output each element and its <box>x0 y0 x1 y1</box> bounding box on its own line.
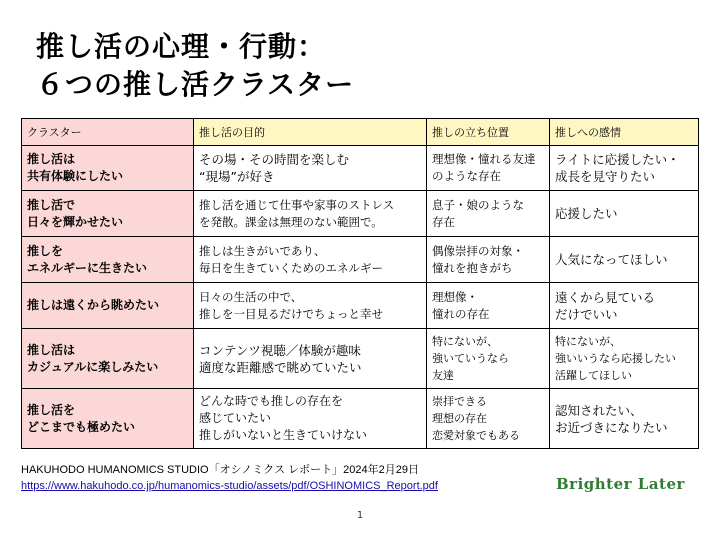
cluster-name <box>22 191 194 237</box>
cluster-position <box>427 191 550 237</box>
cell-line: 存在 <box>432 214 455 229</box>
source-reference: HAKUHODO HUMANOMICS STUDIO「オシノミクス レポート」2024年2月29日 <box>21 464 419 476</box>
cluster-position <box>427 283 550 329</box>
cluster-position <box>427 329 550 389</box>
cluster-purpose <box>194 191 427 237</box>
cluster-name <box>22 146 194 191</box>
cell-line: 偶像崇拝の対象・ <box>432 243 524 258</box>
cell-line: 崇拝できる <box>432 395 487 408</box>
cell-line: カジュアルに楽しみたい <box>27 359 159 374</box>
cell-line: 適度な距離感で眺めていたい <box>199 359 362 375</box>
cluster-feeling <box>550 329 699 389</box>
cell-line: を発散。課金は無理のない範囲で。 <box>199 214 383 229</box>
cluster-purpose <box>194 237 427 283</box>
title-line-2: ６つの推し活クラスター <box>36 68 355 101</box>
source-link[interactable]: https://www.hakuhodo.co.jp/humanomics-studio/assets/pdf/OSHINOMICS_Report.pdf <box>21 480 438 492</box>
cell-line: 友達 <box>432 369 454 382</box>
cell-line: 理想像・ <box>432 289 478 304</box>
cell-line: 強いいうなら応援したい <box>555 352 676 365</box>
table-row <box>22 146 699 191</box>
cell-line: 応援したい <box>555 206 618 221</box>
source-citation <box>21 462 438 494</box>
cluster-feeling <box>550 283 699 329</box>
header-cluster: クラスター <box>22 119 194 146</box>
cell-line: 認知されたい、 <box>555 402 643 418</box>
cell-line: 活躍してほしい <box>555 369 632 382</box>
cell-line: 理想像・憧れる友達 <box>432 152 536 166</box>
cell-line: 推し活は <box>27 342 76 357</box>
cell-line: 推し活を <box>27 402 76 417</box>
table-row <box>22 191 699 237</box>
table-row <box>22 283 699 329</box>
cell-line: 強いていうなら <box>432 352 509 365</box>
cell-line: 日々の生活の中で、 <box>199 289 303 304</box>
cell-line: 推しを <box>27 243 64 258</box>
cluster-feeling <box>550 237 699 283</box>
cluster-position <box>427 389 550 449</box>
table-row <box>22 237 699 283</box>
cluster-table <box>21 118 699 449</box>
cell-line: どこまでも極めたい <box>27 419 136 434</box>
cell-line: “現場”が好き <box>199 169 275 184</box>
cell-line: お近づきになりたい <box>555 419 668 435</box>
cell-line: 理想の存在 <box>432 412 487 425</box>
cluster-purpose <box>194 283 427 329</box>
cluster-feeling <box>550 389 699 449</box>
cluster-name <box>22 329 194 389</box>
cell-line: 恋愛対象でもある <box>432 429 520 442</box>
slide-title <box>36 28 696 104</box>
brand-logo: Brighter Later <box>556 475 685 493</box>
cell-line: 推しを一目見るだけでちょっと幸せ <box>199 306 383 321</box>
cell-line: 毎日を生きていくためのエネルギー <box>199 260 383 275</box>
cell-line: 推しは生きがいであり、 <box>199 243 326 258</box>
cluster-feeling <box>550 146 699 191</box>
cluster-purpose <box>194 389 427 449</box>
cell-line: 推しがいないと生きていけない <box>199 428 368 442</box>
table-row <box>22 329 699 389</box>
cell-line: だけでいい <box>555 306 618 322</box>
header-feeling: 推しへの感情 <box>550 119 699 146</box>
cluster-position <box>427 146 550 191</box>
cell-line: エネルギーに生きたい <box>27 260 148 275</box>
cell-line: のような存在 <box>432 169 501 183</box>
table-header-row <box>22 119 699 146</box>
title-line-1: 推し活の心理・行動： <box>36 30 327 63</box>
cluster-position <box>427 237 550 283</box>
cell-line: 特にないが、 <box>432 335 498 348</box>
cell-line: どんな時でも推しの存在を <box>199 394 344 408</box>
page-number: 1 <box>356 510 364 521</box>
cell-line: コンテンツ視聴／体験が趣味 <box>199 342 361 358</box>
cell-line: 推し活を通じて仕事や家事のストレス <box>199 197 395 212</box>
table-row <box>22 389 699 449</box>
cell-line: 成長を見守りたい <box>555 169 656 184</box>
cell-line: 憧れを抱きがち <box>432 260 513 275</box>
cell-line: 憧れの存在 <box>432 306 490 321</box>
cell-line: 人気になってほしい <box>555 252 668 267</box>
cell-line: 推し活で <box>27 197 76 212</box>
cell-line: 特にないが、 <box>555 335 621 348</box>
header-position: 推しの立ち位置 <box>427 119 550 146</box>
cell-line: 日々を輝かせたい <box>27 214 124 229</box>
cluster-name <box>22 389 194 449</box>
cell-line: ライトに応援したい・ <box>555 152 680 167</box>
cluster-purpose <box>194 329 427 389</box>
cell-line: 推しは遠くから眺めたい <box>27 298 160 312</box>
header-purpose: 推し活の目的 <box>194 119 427 146</box>
cell-line: 遠くから見ている <box>555 289 656 305</box>
cell-line: 推し活は <box>27 152 76 166</box>
cluster-feeling <box>550 191 699 237</box>
cluster-name <box>22 283 194 329</box>
cluster-name <box>22 237 194 283</box>
cell-line: 感じていたい <box>199 411 272 425</box>
cell-line: 息子・娘のような <box>432 197 524 212</box>
cell-line: その場・その時間を楽しむ <box>199 152 350 167</box>
cell-line: 共有体験にしたい <box>27 169 124 183</box>
cluster-purpose <box>194 146 427 191</box>
